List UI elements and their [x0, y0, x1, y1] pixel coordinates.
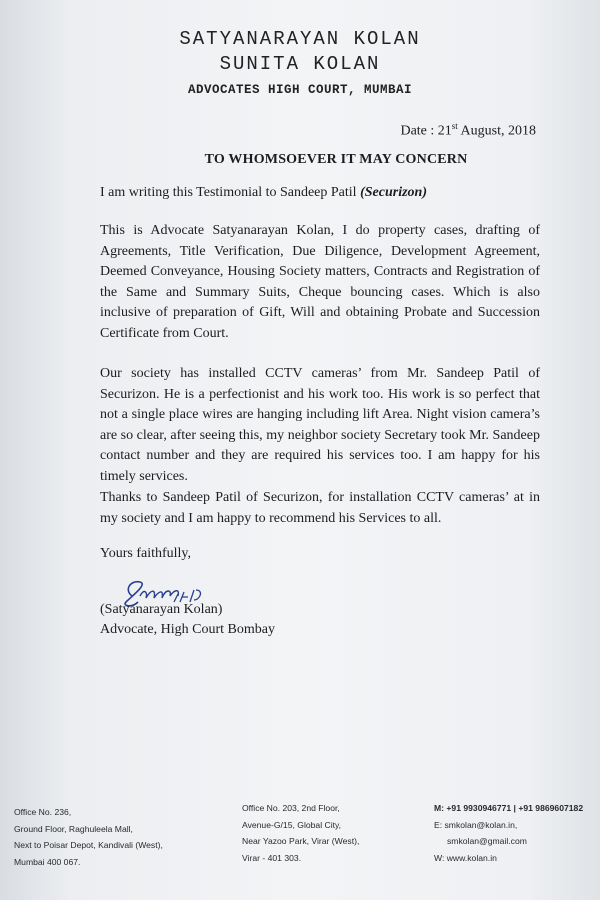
office1-line: Mumbai 400 067. — [14, 856, 81, 867]
letterhead-name-2: SUNITA KOLAN — [219, 53, 381, 75]
footer-office-1 — [14, 804, 163, 870]
paragraph-3: Thanks to Sandeep Patil of Securizon, for installation CCTV cameras’ at in my society and I am happy to recommend his Services to all. — [100, 490, 540, 526]
intro-line — [100, 183, 540, 204]
footer-office-2 — [242, 800, 359, 866]
contact-email-1: E: smkolan@kolan.in, — [434, 819, 518, 830]
footer-contact — [434, 800, 583, 866]
office2-line: Avenue-G/15, Global City, — [242, 819, 342, 830]
office1-line: Office No. 236, — [14, 807, 72, 817]
office2-line: Office No. 203, 2nd Floor, — [242, 803, 340, 813]
letter-subject: TO WHOMSOEVER IT MAY CONCERN — [204, 152, 468, 167]
signature-block — [100, 600, 275, 640]
office2-line: Virar - 401 303. — [242, 852, 302, 863]
letter-date — [400, 121, 536, 140]
paragraph-1: This is Advocate Satyanarayan Kolan, I do property cases, drafting of Agreements, Title Verification, Due Diligence, Development Agreement, Deemed Conveyance, Housing Society matters, Contracts and Registration of the Same and Summary Suits, Cheque bouncing cases. Which is also inclusive of preparation of Gift, Will and obtaining Probate and Succession Certificate from Court. — [100, 223, 540, 341]
contact-mobile: M: +91 9930946771 | +91 9869607182 — [434, 803, 584, 813]
letterhead-name-1: SATYANARAYAN KOLAN — [179, 28, 421, 50]
paragraph-2: Our society has installed CCTV cameras’ from Mr. Sandeep Patil of Securizon. He is a perfectionist and his work too. His work is so perfect that not a single place wires are hanging including lift Area. Night vision camera’s are so clear, after seeing this, my neighbor society Secretary took Mr. Sandeep contact number and they are required his services too. I am happy for his timely services. — [100, 366, 540, 484]
contact-email-2: smkolan@gmail.com — [447, 836, 527, 846]
office2-line: Near Yazoo Park, Virar (West), — [242, 836, 360, 846]
office1-line: Ground Floor, Raghuleela Mall, — [14, 823, 133, 834]
contact-web: W: www.kolan.in — [434, 852, 497, 863]
signatory-title: Advocate, High Court Bombay — [100, 622, 275, 637]
intro-company: (Securizon) — [360, 185, 427, 200]
date-ordinal: st — [451, 121, 458, 131]
date-prefix: Date : 21 — [400, 123, 452, 139]
office1-line: Next to Poisar Depot, Kandivali (West), — [14, 840, 163, 850]
closing: Yours faithfully, — [100, 546, 192, 561]
intro-text: I am writing this Testimonial to Sandeep Patil — [100, 185, 361, 200]
date-suffix: August, 2018 — [457, 123, 536, 139]
signatory-name: (Satyanarayan Kolan) — [100, 602, 223, 617]
letterhead-subtitle: ADVOCATES HIGH COURT, MUMBAI — [187, 83, 413, 97]
